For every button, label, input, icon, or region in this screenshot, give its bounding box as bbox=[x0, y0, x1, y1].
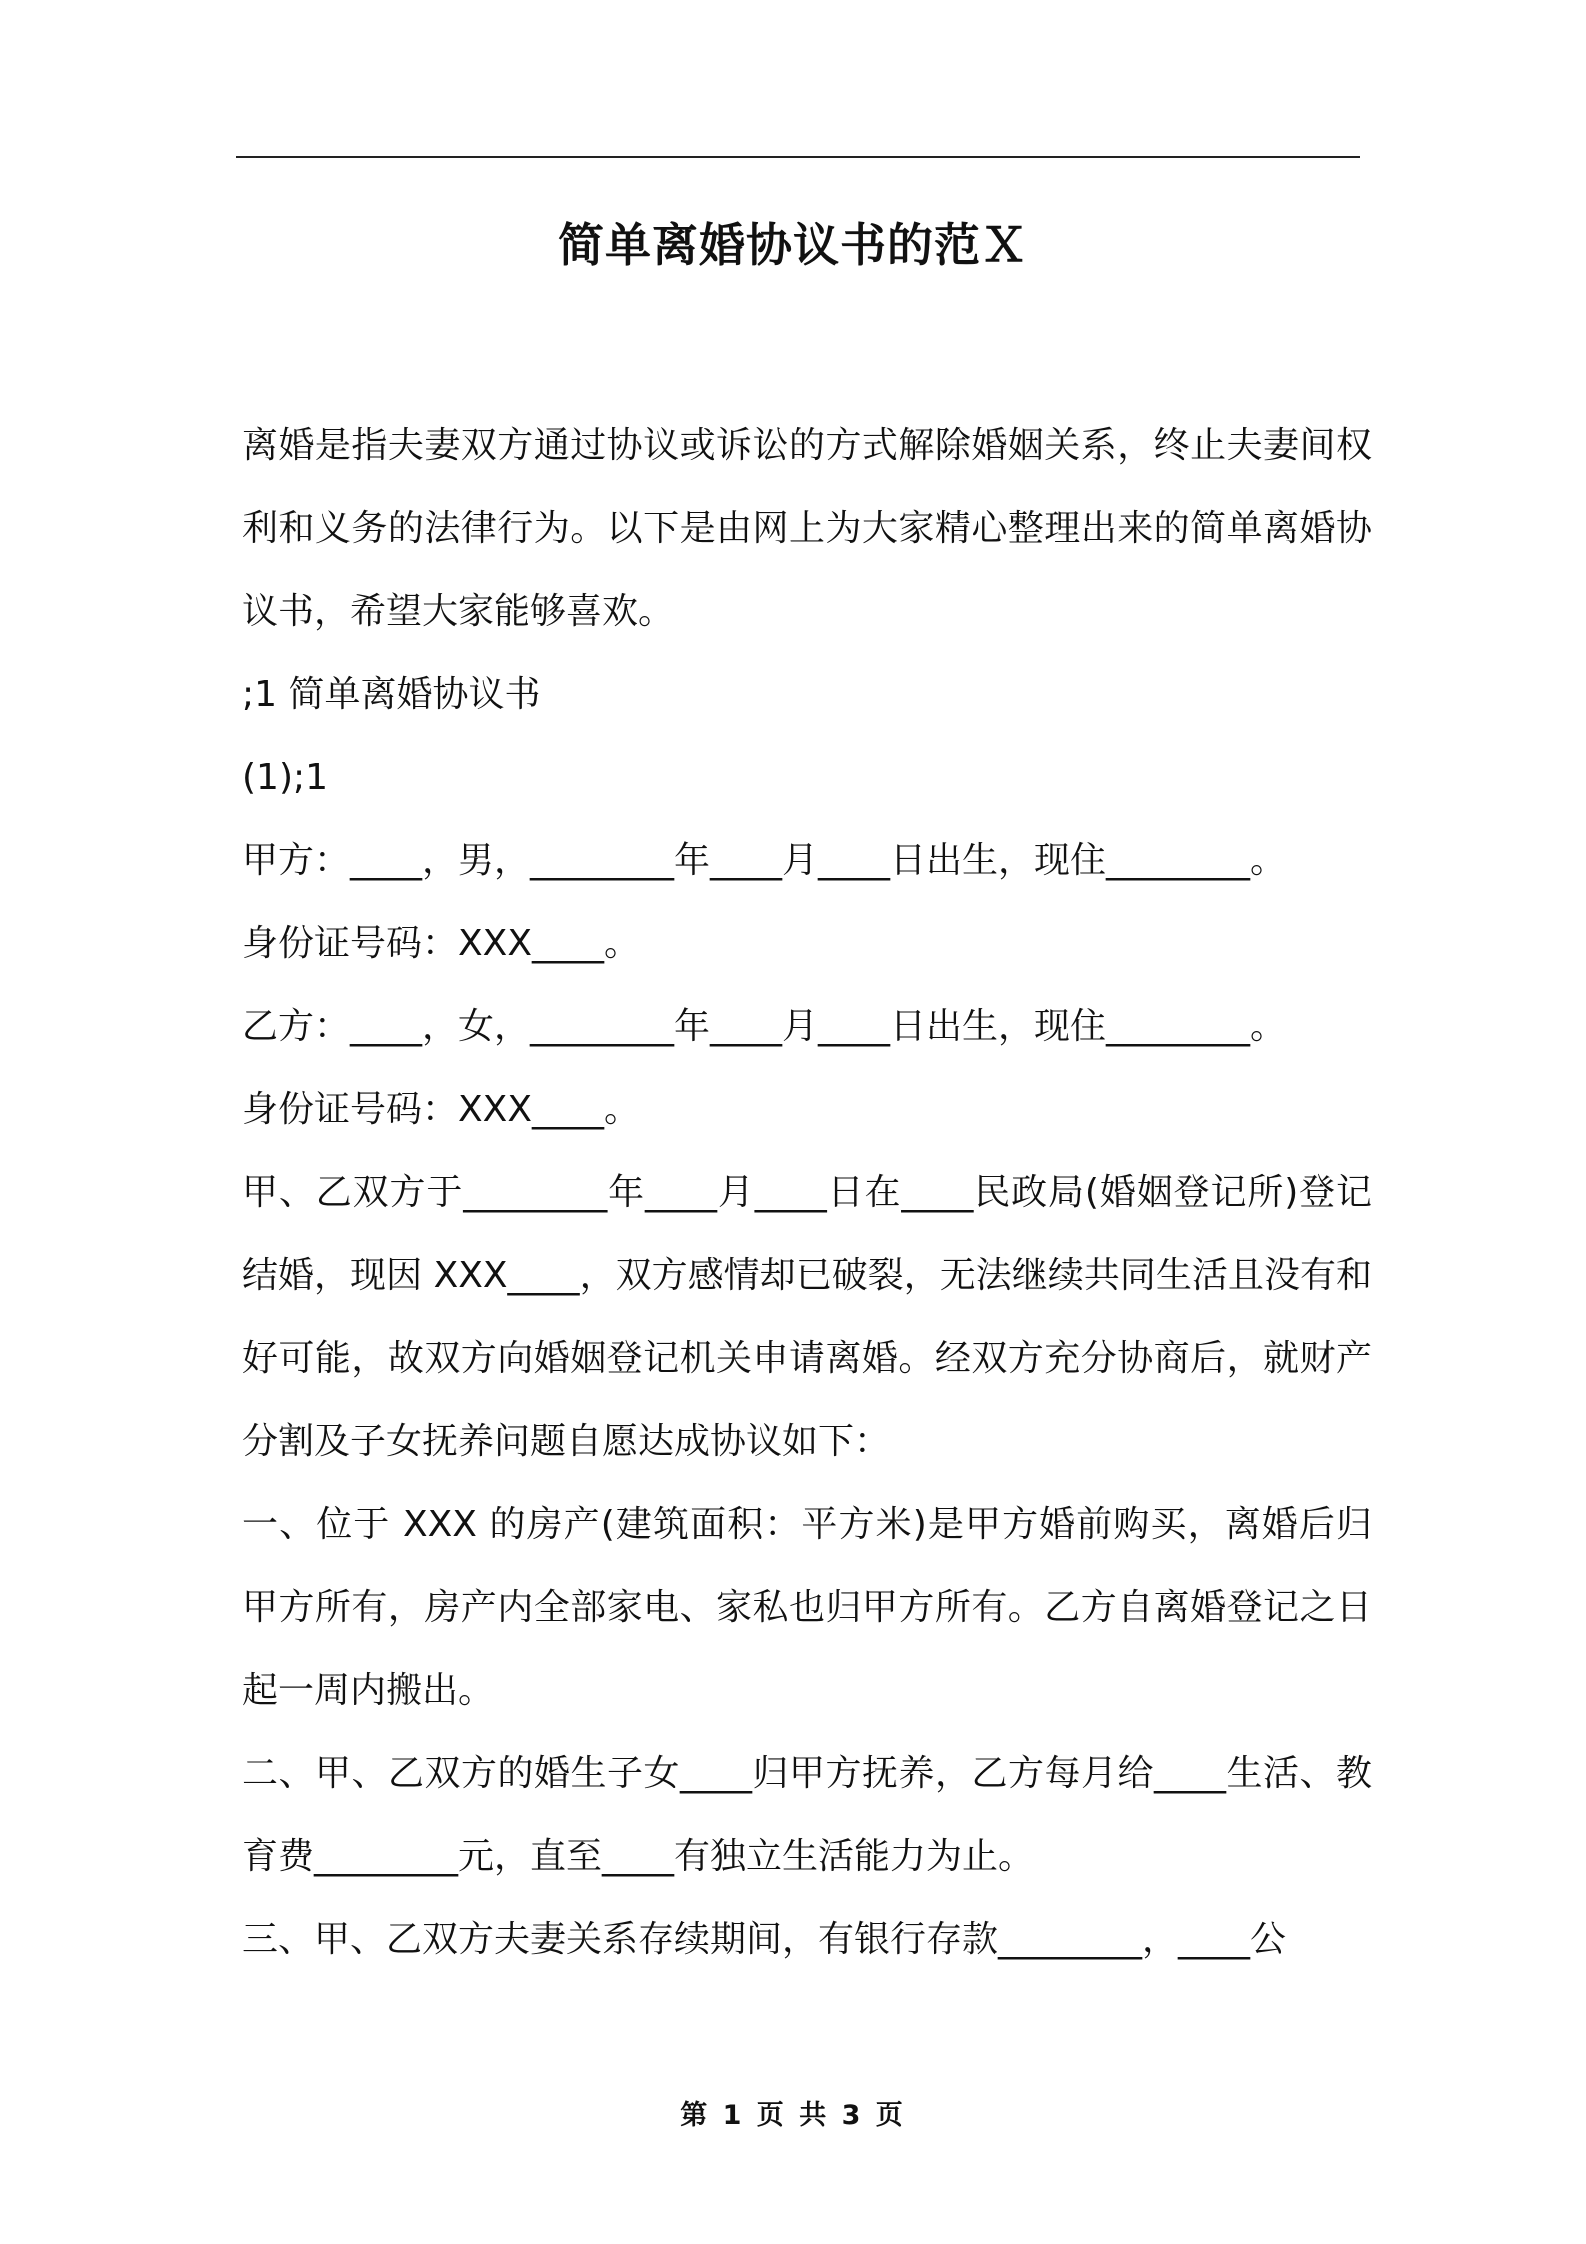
clause-one-paragraph: 一、位于 XXX 的房产(建筑面积：平方米)是甲方婚前购买，离婚后归甲方所有，房产内全部家电、家私也归甲方所有。乙方自离婚登记之日起一周内搬出。 bbox=[242, 1504, 1372, 1711]
document-title: 简单离婚协议书的范Ｘ bbox=[558, 218, 1028, 272]
marriage-statement-paragraph: 甲、乙双方于________年____月____日在____民政局(婚姻登记所)登记结婚，现因 XXX____，双方感情却已破裂，无法继续共同生活且没有和好可能，故双方向婚姻登记机关申请离婚。经双方充分协商后，就财产分割及子女抚养问题自愿达成协议如下： bbox=[242, 1172, 1372, 1462]
section-heading: ;1 简单离婚协议书 bbox=[242, 674, 541, 715]
clause-two-paragraph: 二、甲、乙双方的婚生子女____归甲方抚养，乙方每月给____生活、教育费________元，直至____有独立生活能力为止。 bbox=[242, 1753, 1372, 1877]
party-a-info: 甲方：____，男，________年____月____日出生，现住________。 bbox=[242, 840, 1287, 881]
subsection-marker: (1);1 bbox=[242, 757, 329, 798]
party-b-info: 乙方：____，女，________年____月____日出生，现住________。 bbox=[242, 1006, 1287, 1047]
clause-three-paragraph: 三、甲、乙双方夫妻关系存续期间，有银行存款________，____公 bbox=[242, 1919, 1287, 1960]
party-b-id: 身份证号码：XXX____。 bbox=[242, 1089, 640, 1130]
intro-paragraph: 离婚是指夫妻双方通过协议或诉讼的方式解除婚姻关系，终止夫妻间权利和义务的法律行为。以下是由网上为大家精心整理出来的简单离婚协议书，希望大家能够喜欢。 bbox=[242, 425, 1372, 632]
document-body bbox=[242, 404, 1372, 1981]
header-rule bbox=[236, 156, 1360, 158]
party-a-id: 身份证号码：XXX____。 bbox=[242, 923, 640, 964]
page-number-footer: 第 1 页 共 3 页 bbox=[680, 2100, 906, 2131]
